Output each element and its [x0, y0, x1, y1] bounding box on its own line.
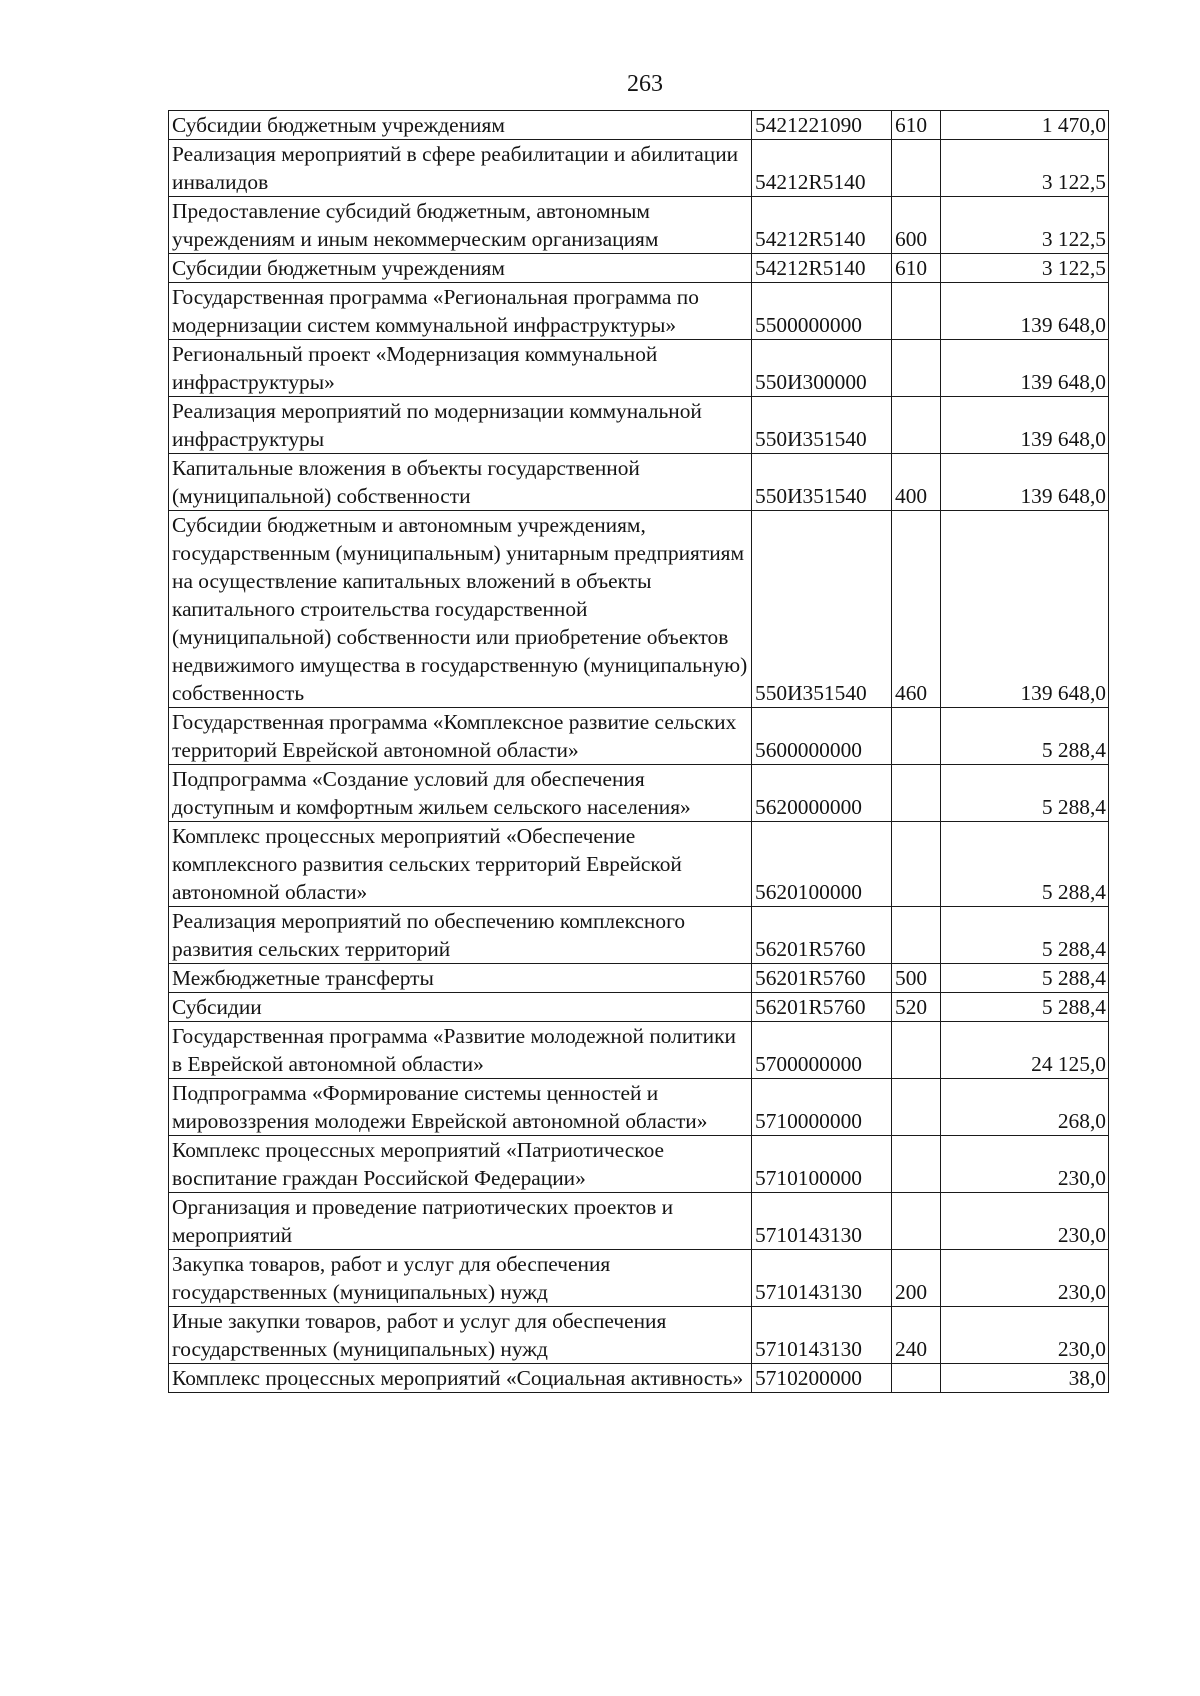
amount: 5 288,4 [941, 993, 1109, 1022]
table-row [169, 907, 1109, 964]
expense-type-code [892, 765, 941, 822]
table-row [169, 397, 1109, 454]
expense-type-code: 240 [892, 1307, 941, 1364]
row-description: Подпрограмма «Создание условий для обеспечения доступным и комфортным жильем сельского населения» [169, 765, 752, 822]
table-row [169, 111, 1109, 140]
amount: 3 122,5 [941, 140, 1109, 197]
table-row [169, 993, 1109, 1022]
expense-type-code: 610 [892, 254, 941, 283]
expense-type-code [892, 822, 941, 907]
expense-type-code [892, 907, 941, 964]
target-item-code: 54212R5140 [752, 140, 892, 197]
amount: 5 288,4 [941, 765, 1109, 822]
target-item-code: 550И300000 [752, 340, 892, 397]
expense-type-code [892, 1193, 941, 1250]
row-description: Субсидии [169, 993, 752, 1022]
amount: 230,0 [941, 1136, 1109, 1193]
amount: 38,0 [941, 1364, 1109, 1393]
table-row [169, 964, 1109, 993]
expense-type-code: 460 [892, 511, 941, 708]
row-description: Предоставление субсидий бюджетным, автономным учреждениям и иным некоммерческим организациям [169, 197, 752, 254]
row-description: Государственная программа «Развитие молодежной политики в Еврейской автономной области» [169, 1022, 752, 1079]
table-row [169, 254, 1109, 283]
target-item-code: 54212R5140 [752, 254, 892, 283]
row-description: Комплекс процессных мероприятий «Обеспечение комплексного развития сельских территорий Еврейской автономной области» [169, 822, 752, 907]
target-item-code: 54212R5140 [752, 197, 892, 254]
target-item-code: 5700000000 [752, 1022, 892, 1079]
table-row [169, 1079, 1109, 1136]
amount: 230,0 [941, 1307, 1109, 1364]
target-item-code: 5710143130 [752, 1307, 892, 1364]
target-item-code: 550И351540 [752, 397, 892, 454]
amount: 230,0 [941, 1193, 1109, 1250]
budget-table [168, 110, 1109, 1393]
amount: 5 288,4 [941, 708, 1109, 765]
target-item-code: 5710000000 [752, 1079, 892, 1136]
expense-type-code: 200 [892, 1250, 941, 1307]
table-row [169, 1364, 1109, 1393]
amount: 268,0 [941, 1079, 1109, 1136]
expense-type-code [892, 1079, 941, 1136]
table-row [169, 511, 1109, 708]
row-description: Реализация мероприятий в сфере реабилитации и абилитации инвалидов [169, 140, 752, 197]
amount: 139 648,0 [941, 283, 1109, 340]
amount: 139 648,0 [941, 340, 1109, 397]
target-item-code: 5710100000 [752, 1136, 892, 1193]
row-description: Организация и проведение патриотических проектов и мероприятий [169, 1193, 752, 1250]
row-description: Реализация мероприятий по модернизации коммунальной инфраструктуры [169, 397, 752, 454]
amount: 5 288,4 [941, 964, 1109, 993]
row-description: Комплекс процессных мероприятий «Патриотическое воспитание граждан Российской Федерации» [169, 1136, 752, 1193]
row-description: Межбюджетные трансферты [169, 964, 752, 993]
amount: 3 122,5 [941, 197, 1109, 254]
target-item-code: 5620100000 [752, 822, 892, 907]
row-description: Государственная программа «Региональная программа по модернизации систем коммунальной инфраструктуры» [169, 283, 752, 340]
table-row [169, 340, 1109, 397]
target-item-code: 5500000000 [752, 283, 892, 340]
target-item-code: 5620000000 [752, 765, 892, 822]
expense-type-code: 610 [892, 111, 941, 140]
expense-type-code: 400 [892, 454, 941, 511]
row-description: Субсидии бюджетным учреждениям [169, 254, 752, 283]
table-row [169, 1250, 1109, 1307]
amount: 139 648,0 [941, 511, 1109, 708]
expense-type-code [892, 708, 941, 765]
row-description: Реализация мероприятий по обеспечению комплексного развития сельских территорий [169, 907, 752, 964]
table-row [169, 283, 1109, 340]
target-item-code: 5710143130 [752, 1250, 892, 1307]
table-row [169, 1136, 1109, 1193]
amount: 3 122,5 [941, 254, 1109, 283]
table-row [169, 1193, 1109, 1250]
expense-type-code [892, 340, 941, 397]
amount: 139 648,0 [941, 454, 1109, 511]
row-description: Капитальные вложения в объекты государственной (муниципальной) собственности [169, 454, 752, 511]
row-description: Субсидии бюджетным и автономным учреждениям, государственным (муниципальным) унитарным предприятиям на осуществление капитальных вложений в объекты капитального строительства государственной (муниципальной) собственности или приобретение объектов недвижимого имущества в государственную (муниципальную) собственность [169, 511, 752, 708]
target-item-code: 56201R5760 [752, 907, 892, 964]
target-item-code: 550И351540 [752, 511, 892, 708]
expense-type-code [892, 283, 941, 340]
expense-type-code [892, 397, 941, 454]
target-item-code: 5710200000 [752, 1364, 892, 1393]
amount: 5 288,4 [941, 907, 1109, 964]
target-item-code: 5421221090 [752, 111, 892, 140]
target-item-code: 5600000000 [752, 708, 892, 765]
row-description: Государственная программа «Комплексное развитие сельских территорий Еврейской автономной области» [169, 708, 752, 765]
amount: 24 125,0 [941, 1022, 1109, 1079]
row-description: Комплекс процессных мероприятий «Социальная активность» [169, 1364, 752, 1393]
expense-type-code: 520 [892, 993, 941, 1022]
expense-type-code: 500 [892, 964, 941, 993]
row-description: Закупка товаров, работ и услуг для обеспечения государственных (муниципальных) нужд [169, 1250, 752, 1307]
expense-type-code [892, 1364, 941, 1393]
budget-table-body [169, 111, 1109, 1393]
row-description: Подпрограмма «Формирование системы ценностей и мировоззрения молодежи Еврейской автономной области» [169, 1079, 752, 1136]
target-item-code: 5710143130 [752, 1193, 892, 1250]
target-item-code: 56201R5760 [752, 993, 892, 1022]
expense-type-code [892, 1022, 941, 1079]
row-description: Региональный проект «Модернизация коммунальной инфраструктуры» [169, 340, 752, 397]
amount: 1 470,0 [941, 111, 1109, 140]
table-row [169, 1022, 1109, 1079]
amount: 230,0 [941, 1250, 1109, 1307]
table-row [169, 708, 1109, 765]
table-row [169, 454, 1109, 511]
table-row [169, 140, 1109, 197]
target-item-code: 550И351540 [752, 454, 892, 511]
table-row [169, 765, 1109, 822]
row-description: Субсидии бюджетным учреждениям [169, 111, 752, 140]
expense-type-code [892, 140, 941, 197]
target-item-code: 56201R5760 [752, 964, 892, 993]
row-description: Иные закупки товаров, работ и услуг для обеспечения государственных (муниципальных) нужд [169, 1307, 752, 1364]
table-row [169, 1307, 1109, 1364]
table-row [169, 197, 1109, 254]
expense-type-code [892, 1136, 941, 1193]
amount: 5 288,4 [941, 822, 1109, 907]
expense-type-code: 600 [892, 197, 941, 254]
table-row [169, 822, 1109, 907]
amount: 139 648,0 [941, 397, 1109, 454]
page-number: 263 [627, 71, 663, 97]
